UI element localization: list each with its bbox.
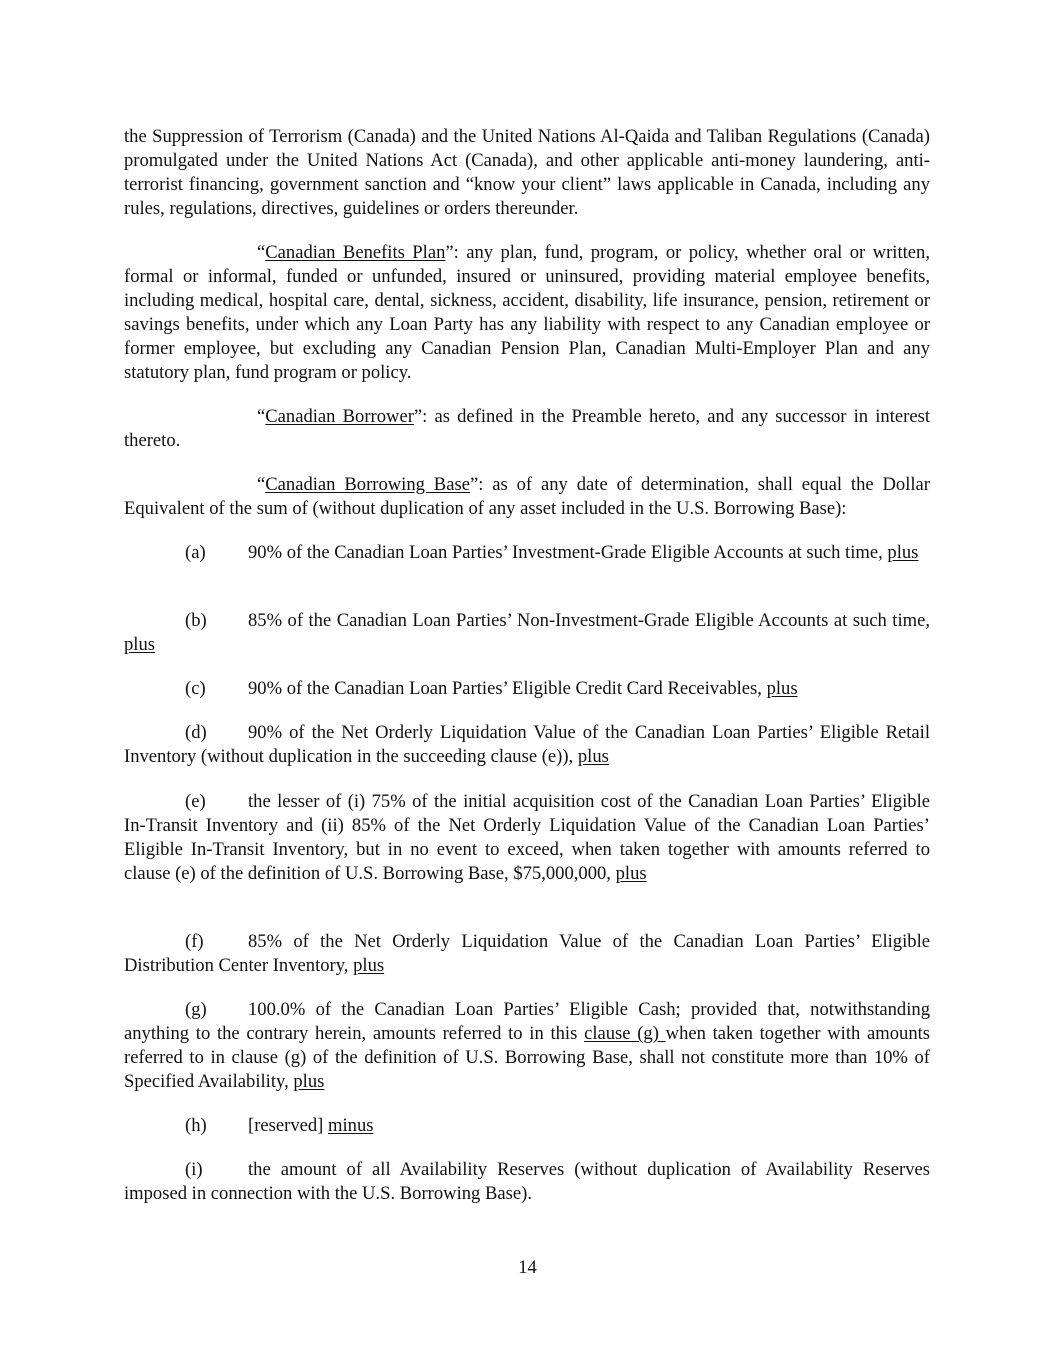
- clause-connector: plus: [615, 863, 647, 884]
- clause-connector: plus: [766, 678, 798, 699]
- definition-text: ”: any plan, fund, program, or policy, whether oral or written, formal or informal, funded or unfunded, insured or uninsured, providing material employee benefits, including medical, hospital care, dental, sickness, accident, disability, life insurance, pension, retirement or savings benefits, under which any Loan Party has any liability with respect to any Canadian employee or former employee, but excluding any Canadian Pension Plan, Canadian Multi-Employer Plan and any statutory plan, fund program or policy.: [124, 242, 930, 383]
- clause-c: [124, 677, 930, 701]
- page-number: 14: [518, 1257, 537, 1278]
- clause-connector: plus: [293, 1071, 325, 1092]
- clause-g: [124, 998, 930, 1094]
- clause-b: [124, 609, 930, 657]
- clause-text: [reserved]: [248, 1115, 329, 1136]
- clause-connector: plus: [124, 634, 155, 655]
- clause-h: [124, 1114, 930, 1138]
- clause-label: (a): [185, 542, 206, 563]
- clause-reference: clause (g): [584, 1023, 666, 1044]
- clause-connector: plus: [353, 955, 385, 976]
- defined-term: Canadian Borrower: [265, 406, 414, 427]
- clause-label: (h): [185, 1115, 207, 1136]
- clause-text: the amount of all Availability Reserves (without duplication of Availability Reserves imposed in connection with the U.S. Borrowing Base).: [124, 1159, 930, 1204]
- clause-label: (b): [185, 610, 207, 631]
- paragraph-text: the Suppression of Terrorism (Canada) and the United Nations Al-Qaida and Taliban Regulations (Canada) promulgated under the United Nations Act (Canada), and other applicable anti-money laundering, anti-terrorist financing, government sanction and “know your client” laws applicable in Canada, including any rules, regulations, directives, guidelines or orders thereunder.: [124, 126, 930, 219]
- definition-text: ”: as defined in the Preamble hereto, and any successor in interest thereto.: [124, 406, 930, 451]
- definition-canadian-borrower: “Canadian Borrower”: as defined in the Preamble hereto, and any successor in interest thereto.: [124, 406, 930, 451]
- clause-a: [124, 541, 930, 565]
- clause-label: (i): [185, 1159, 203, 1180]
- clause-i: [124, 1158, 930, 1206]
- clause-text-continued: when taken together with amounts referred to in clause (g) of the definition of U.S. Borrowing Base, shall not constitute more than 10% of Specified Availability,: [124, 1023, 931, 1092]
- top-paragraph: [124, 125, 930, 221]
- clause-text: 90% of the Net Orderly Liquidation Value of the Canadian Loan Parties’ Eligible Retail Inventory (without duplication in the succeeding clause (e)),: [124, 722, 930, 767]
- clause-text: 90% of the Canadian Loan Parties’ Eligible Credit Card Receivables,: [248, 678, 767, 699]
- clause-label: (c): [185, 678, 206, 699]
- clause-connector: minus: [328, 1115, 374, 1136]
- clause-text: 90% of the Canadian Loan Parties’ Investment-Grade Eligible Accounts at such time,: [248, 542, 888, 563]
- clause-d: [124, 721, 930, 769]
- clause-text: 100.0% of the Canadian Loan Parties’ Eligible Cash; provided that, notwithstanding anything to the contrary herein, amounts referred to in this: [124, 999, 930, 1044]
- defined-term: Canadian Benefits Plan: [265, 242, 446, 263]
- clause-text: 85% of the Canadian Loan Parties’ Non-Investment-Grade Eligible Accounts at such time,: [248, 610, 930, 631]
- clause-label: (d): [185, 722, 207, 743]
- clause-label: (g): [185, 999, 207, 1020]
- clause-label: (f): [185, 931, 204, 952]
- clause-f: [124, 930, 930, 978]
- clause-text: the lesser of (i) 75% of the initial acquisition cost of the Canadian Loan Parties’ Eligible In-Transit Inventory and (ii) 85% of the Net Orderly Liquidation Value of the Canadian Loan Parties’ Eligible In-Transit Inventory, but in no event to exceed, when taken together with amounts referred to clause (e) of the definition of U.S. Borrowing Base, $75,000,000,: [124, 791, 930, 884]
- definition-canadian-benefits-plan: “Canadian Benefits Plan”: any plan, fund, program, or policy, whether oral or written, formal or informal, funded or unfunded, insured or uninsured, providing material employee benefits, including medical, hospital care, dental, sickness, accident, disability, life insurance, pension, retirement or savings benefits, under which any Loan Party has any liability with respect to any Canadian employee or former employee, but excluding any Canadian Pension Plan, Canadian Multi-Employer Plan and any statutory plan, fund program or policy.: [124, 242, 930, 383]
- clause-connector: plus: [577, 746, 609, 767]
- clause-e: [124, 790, 930, 886]
- clause-connector: plus: [887, 542, 919, 563]
- definition-canadian-borrowing-base: “Canadian Borrowing Base”: as of any date of determination, shall equal the Dollar Equivalent of the sum of (without duplication of any asset included in the U.S. Borrowing Base):: [124, 474, 930, 519]
- clause-text: 85% of the Net Orderly Liquidation Value of the Canadian Loan Parties’ Eligible Distribution Center Inventory,: [124, 931, 930, 976]
- defined-term: Canadian Borrowing Base: [265, 474, 470, 495]
- clause-label: (e): [185, 791, 206, 812]
- definition-text: ”: as of any date of determination, shall equal the Dollar Equivalent of the sum of (without duplication of any asset included in the U.S. Borrowing Base):: [124, 474, 930, 519]
